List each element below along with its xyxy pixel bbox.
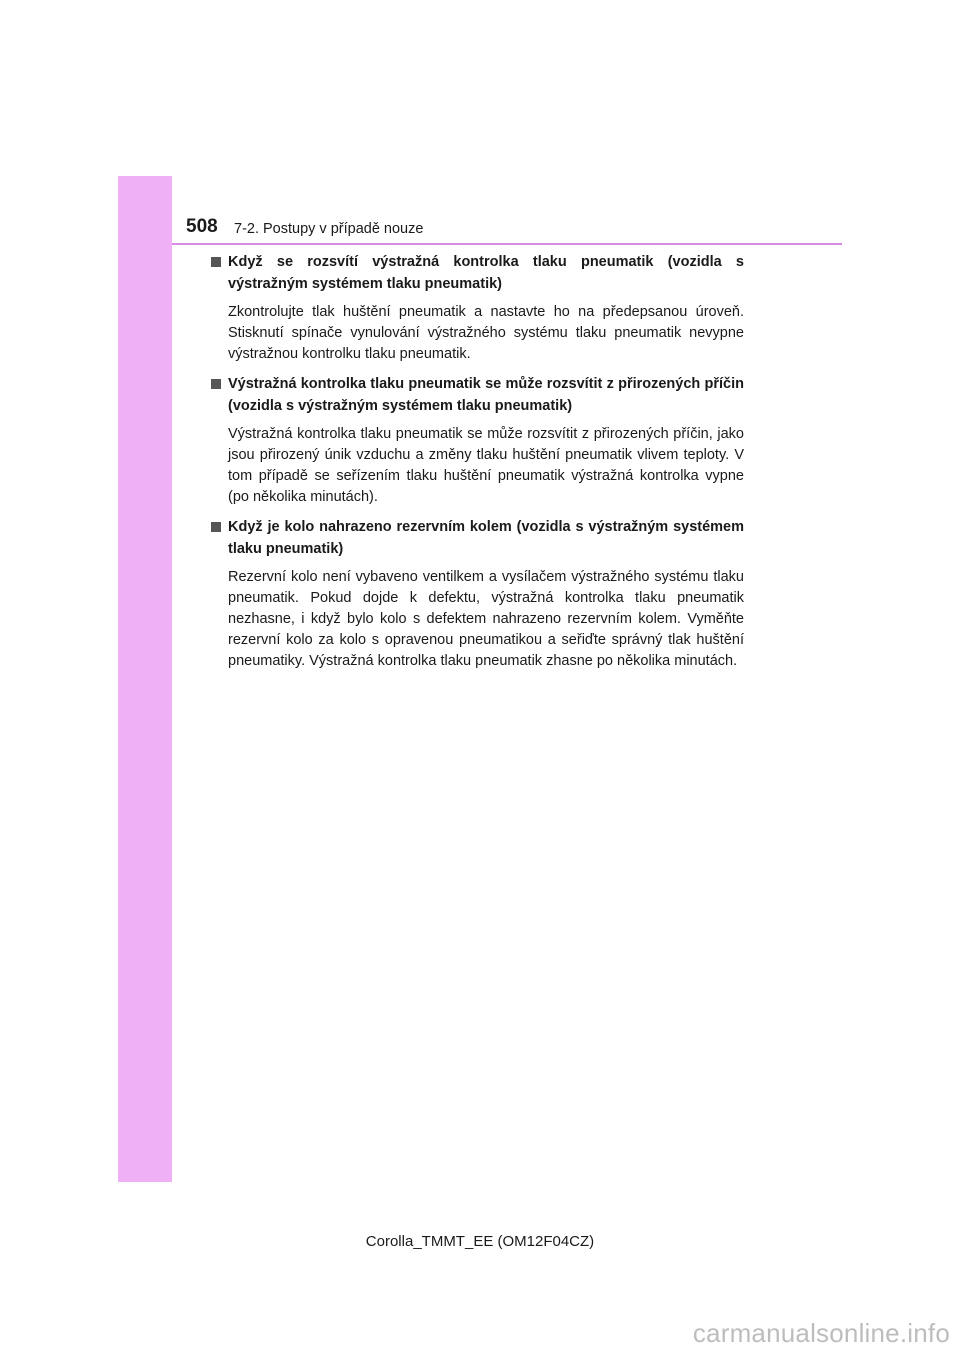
- square-bullet-icon: [211, 379, 221, 389]
- section-heading-text: Když se rozsvítí výstražná kontrolka tlaku pneumatik (vozidla s výstražným systémem tlaku pneumatik): [228, 254, 744, 292]
- watermark: carmanualsonline.info: [692, 1318, 950, 1348]
- section-heading: [210, 251, 744, 295]
- section-heading: [210, 373, 744, 417]
- square-bullet-icon: [211, 522, 221, 532]
- section-body: Výstražná kontrolka tlaku pneumatik se může rozsvítit z přirozených příčin, jako jsou přirozený únik vzduchu a změny tlaku huštění pneumatik vlivem teploty. V tom případě se seřízením tlaku huštění pneumatik výstražná kontrolka vypne (po několika minutách).: [228, 426, 744, 505]
- section-body: Rezervní kolo není vybaveno ventilkem a vysílačem výstražného systému tlaku pneumatik. Pokud dojde k defektu, výstražná kontrolka tlaku pneumatik nezhasne, i když bylo kolo s defektem nahrazeno rezervním kolem. Vyměňte rezervní kolo za kolo s opravenou pneumatikou a seřiďte správný tlak huštění pneumatiky. Výstražná kontrolka tlaku pneumatik zhasne po několika minutách.: [228, 569, 744, 669]
- section-natural-causes: [210, 373, 744, 508]
- main-content: [210, 251, 744, 680]
- footer-model-code: Corolla_TMMT_EE (OM12F04CZ): [365, 1233, 595, 1250]
- page-number: 508: [186, 216, 218, 237]
- section-heading-text: Výstražná kontrolka tlaku pneumatik se může rozsvítit z přirozených příčin (vozidla s výstražným systémem tlaku pneumatik): [228, 376, 744, 414]
- chapter-title: 7-2. Postupy v případě nouze: [234, 221, 424, 237]
- side-color-bar: [118, 176, 172, 1182]
- section-heading: [210, 516, 744, 560]
- section-spare-wheel: [210, 516, 744, 672]
- header-divider: [172, 243, 842, 245]
- section-tire-warning-lights: [210, 251, 744, 365]
- section-body: Zkontrolujte tlak huštění pneumatik a nastavte ho na předepsanou úroveň. Stisknutí spínače vynulování výstražného systému tlaku pneumatik nevypne výstražnou kontrolku tlaku pneumatik.: [228, 304, 744, 362]
- section-heading-text: Když je kolo nahrazeno rezervním kolem (vozidla s výstražným systémem tlaku pneumatik): [228, 519, 744, 557]
- square-bullet-icon: [211, 257, 221, 267]
